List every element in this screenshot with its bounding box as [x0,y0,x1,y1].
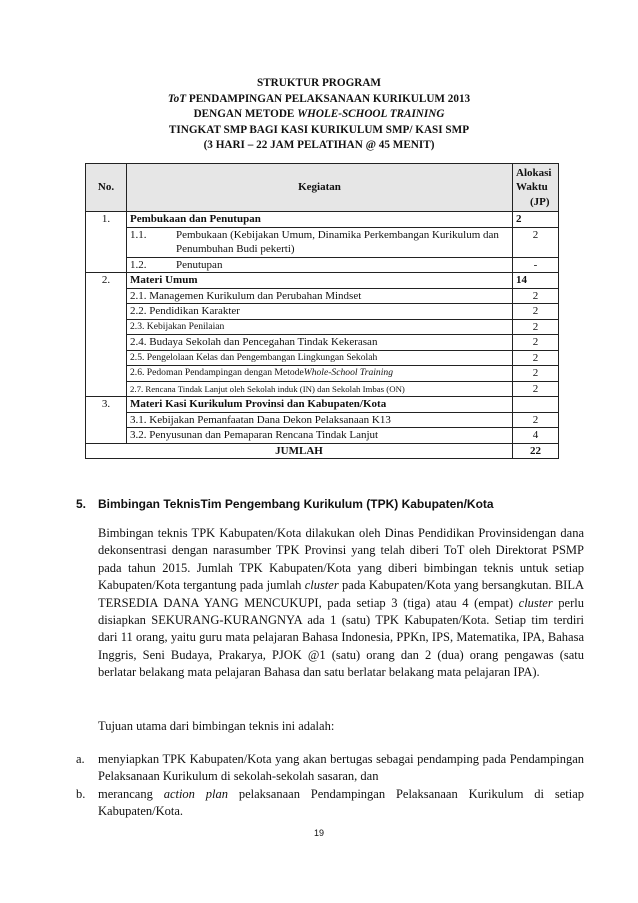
item-value: 2 [513,227,559,257]
table-row [86,257,559,273]
item-value: 2 [513,319,559,335]
section-heading-text: Bimbingan TeknisTim Pengembang Kurikulum (TPK) Kabupaten/Kota [98,497,494,511]
paragraph-2: Tujuan utama dari bimbingan teknis ini adalah: [98,719,335,733]
section-title: Materi Kasi Kurikulum Provinsi dan Kabupaten/Kota [127,397,513,413]
title-line-4: TINGKAT SMP BAGI KASI KURIKULUM SMP/ KASI SMP [168,123,470,136]
table-row [86,304,559,320]
section-number: 3. [86,397,127,444]
table-row [86,381,559,397]
item-value: 2 [513,304,559,320]
item-label: 2.7. Rencana Tindak Lanjut oleh Sekolah induk (IN) dan Sekolah Imbas (ON) [127,381,513,397]
section-value [513,397,559,413]
table-row [86,428,559,444]
item-value: 2 [513,335,559,351]
item-label: 3.2. Penyusunan dan Pemaparan Rencana Tindak Lanjut [127,428,513,444]
item-value: 2 [513,381,559,397]
item-label: 2.2. Pendidikan Karakter [127,304,513,320]
table-row [86,412,559,428]
item-value: 2 [513,288,559,304]
list-item: a. menyiapkan TPK Kabupaten/Kota yang akan bertugas sebagai pendamping pada Pendampingan Pelaksanaan Kurikulum di sekolah-sekolah sasaran, dan [76,752,584,784]
section-title: Materi Umum [127,273,513,289]
program-table [85,163,559,459]
table-row [86,288,559,304]
item-value: - [513,257,559,273]
goal-list [76,751,584,821]
table-row [86,397,559,413]
list-item: b. merancang action plan pelaksanaan Pendampingan Pelaksanaan Kurikulum di setiap Kabupaten/Kota. [76,786,585,819]
item-value: 4 [513,428,559,444]
title-line-3: DENGAN METODE WHOLE-SCHOOL TRAINING [193,108,445,121]
paragraph-1: Bimbingan teknis TPK Kabupaten/Kota dilakukan oleh Dinas Pendidikan Provinsidengan dana dekonsentrasi dengan narasumber TPK Provinsi yang telah diberi ToT oleh Direktorat PSMP pada tahun 2015. Jumlah TPK Kabupaten/Kota yang diberi bimbingan teknis untuk setiap Kabupaten/Kota tergantung pada jumlah cluster pada Kabupaten/Kota yang bersangkutan. BILA TERSEDIA DANA YANG MENCUKUPI, pada setiap 3 (tiga) atau 4 (empat) cluster perlu disiapkan SEKURANG-KURANGNYA ada 1 (satu) TPK Kabupaten/Kota. Setiap tim terdiri dari 11 orang, yaitu guru mata pelajaran Bahasa Indonesia, PPKn, IPS, Matematika, IPA, Bahasa Inggris, Seni Budaya, Prakarya, PJOK @1 (satu) orang dan 2 (dua) orang pengawas (satu berlatar belakang mata pelajaran Bahasa dan satu berlatar belakang mata pelajaran IPA). [98,526,584,680]
table-row [86,273,559,289]
title-line-5: (3 HARI – 22 JAM PELATIHAN @ 45 MENIT) [203,139,435,152]
header-kegiatan: Kegiatan [127,164,513,212]
item-label: 2.6. Pedoman Pendampingan dengan MetodeWhole-School Training [127,366,513,382]
item-label: 2.5. Pengelolaan Kelas dan Pengembangan Lingkungan Sekolah [127,350,513,366]
item-label: 2.3. Kebijakan Penilaian [127,319,513,335]
item-label: 2.1. Managemen Kurikulum dan Perubahan Mindset [127,288,513,304]
table-row [86,335,559,351]
section-title: Pembukaan dan Penutupan [127,212,513,228]
title-line-2: ToT PENDAMPINGAN PELAKSANAAN KURIKULUM 2013 [167,92,471,105]
item-value: 2 [513,412,559,428]
item-label: 3.1. Kebijakan Pemanfaatan Dana Dekon Pelaksanaan K13 [127,412,513,428]
section-heading [76,497,494,511]
item-value: 2 [513,366,559,382]
section-heading-number: 5. [76,497,87,511]
table-row [86,319,559,335]
header-no: No. [86,164,127,212]
item-label: 2.4. Budaya Sekolah dan Pencegahan Tindak Kekerasan [127,335,513,351]
table-row [86,366,559,382]
section-number: 1. [86,212,127,273]
document-title [0,76,638,154]
table-row [86,227,559,257]
item-label: 1.1. Pembukaan (Kebijakan Umum, Dinamika Perkembangan Kurikulum dan Penumbuhan Budi pekerti) [127,227,513,257]
item-label: 1.2. Penutupan [127,257,513,273]
header-alokasi: Alokasi Waktu (JP) [513,164,559,212]
table-header-row [86,164,559,212]
page-number: 19 [313,828,324,838]
item-value: 2 [513,350,559,366]
total-value: 22 [513,443,559,459]
section-number: 2. [86,273,127,397]
total-label: JUMLAH [86,443,513,459]
section-value: 2 [513,212,559,228]
table-row [86,350,559,366]
table-row [86,212,559,228]
title-line-1: STRUKTUR PROGRAM [257,77,381,89]
total-row [86,443,559,459]
section-value: 14 [513,273,559,289]
